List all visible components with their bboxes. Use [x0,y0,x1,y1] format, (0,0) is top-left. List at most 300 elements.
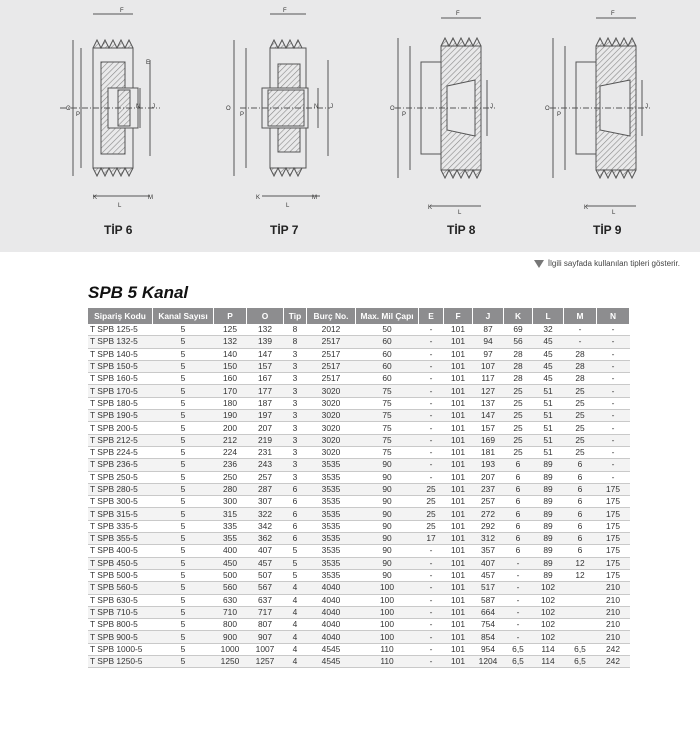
table-cell: 3535 [307,471,356,483]
table-cell: 197 [247,410,284,422]
table-cell [564,631,597,643]
table-cell: T SPB 355-5 [88,533,153,545]
table-cell: 5 [284,545,307,557]
table-cell: 8 [284,324,307,336]
table-cell: 1007 [247,643,284,655]
table-cell: 3535 [307,483,356,495]
table-cell: 250 [214,471,247,483]
table-row [88,496,630,508]
table-cell: - [419,422,444,434]
table-cell: 3535 [307,520,356,532]
table-cell: 181 [473,446,504,458]
table-cell: 3 [284,360,307,372]
table-cell [564,606,597,618]
svg-text:M: M [148,195,153,201]
table-row [88,545,630,557]
table-cell: T SPB 1000-5 [88,643,153,655]
table-cell: 90 [356,545,419,557]
table-cell: 51 [533,385,564,397]
table-cell: 89 [533,459,564,471]
table-cell: 587 [473,594,504,606]
table-cell: 25 [564,385,597,397]
table-cell: 25 [504,422,533,434]
table-cell: 907 [247,631,284,643]
types-note-text: İlgili sayfada kullanılan tipleri gösterir. [547,259,680,268]
column-header: E [419,308,444,324]
table-row [88,422,630,434]
table-cell: 90 [356,483,419,495]
table-cell: 90 [356,569,419,581]
table-cell: 3 [284,422,307,434]
table-cell: 101 [444,471,473,483]
table-row [88,533,630,545]
table-cell: 102 [533,631,564,643]
column-header: Burç No. [307,308,356,324]
table-cell: 157 [473,422,504,434]
table-cell: 637 [247,594,284,606]
table-cell: T SPB 710-5 [88,606,153,618]
table-cell: - [504,557,533,569]
spec-table [88,308,630,668]
table-cell: T SPB 335-5 [88,520,153,532]
table-cell: 17 [419,533,444,545]
table-cell: 101 [444,348,473,360]
table-cell: - [419,643,444,655]
table-cell: 127 [473,385,504,397]
table-cell: 102 [533,594,564,606]
table-cell: 5 [153,619,214,631]
table-cell: T SPB 140-5 [88,348,153,360]
table-cell: 25 [504,410,533,422]
table-cell: 101 [444,619,473,631]
table-cell: 5 [153,459,214,471]
table-cell: 3020 [307,422,356,434]
table-cell: 147 [473,410,504,422]
table-cell: 100 [356,582,419,594]
table-cell: - [504,631,533,643]
table-cell: 101 [444,606,473,618]
table-cell: 807 [247,619,284,631]
table-cell: 3 [284,459,307,471]
table-cell: 207 [247,422,284,434]
table-cell: 89 [533,496,564,508]
table-cell: 5 [153,557,214,569]
table-cell: 5 [153,582,214,594]
table-cell: 75 [356,397,419,409]
table-cell: - [419,557,444,569]
table-cell: 175 [597,483,630,495]
table-cell: 342 [247,520,284,532]
table-cell: 457 [247,557,284,569]
table-row [88,520,630,532]
table-cell: 212 [214,434,247,446]
table-cell: 6 [284,533,307,545]
tip9-label: TİP 9 [593,223,622,237]
table-cell: 315 [214,508,247,520]
table-row [88,619,630,631]
table-cell: 6 [504,459,533,471]
table-cell: 28 [504,373,533,385]
table-cell: 25 [504,434,533,446]
table-cell: 292 [473,520,504,532]
table-cell: 6 [564,483,597,495]
table-cell: 3020 [307,410,356,422]
svg-text:J: J [490,104,493,110]
table-cell: 25 [419,496,444,508]
table-cell: T SPB 212-5 [88,434,153,446]
svg-text:L: L [286,203,290,209]
table-cell: 5 [153,471,214,483]
table-cell: 45 [533,360,564,372]
table-cell: - [419,569,444,581]
table-cell: - [419,471,444,483]
table-cell: 6 [564,533,597,545]
pulley-diagrams-panel [0,0,700,252]
column-header: Sipariş Kodu [88,308,153,324]
table-cell: 407 [247,545,284,557]
table-cell: 101 [444,582,473,594]
svg-text:K: K [256,195,261,201]
table-cell: 335 [214,520,247,532]
table-cell: 60 [356,360,419,372]
table-cell: 117 [473,373,504,385]
table-cell: T SPB 280-5 [88,483,153,495]
table-cell: - [597,324,630,336]
table-cell: - [419,619,444,631]
table-cell: 3535 [307,569,356,581]
table-cell: 12 [564,557,597,569]
table-cell [564,582,597,594]
table-cell: 4040 [307,582,356,594]
table-cell: 6 [504,496,533,508]
table-row [88,606,630,618]
table-cell: 200 [214,422,247,434]
table-cell: 101 [444,643,473,655]
table-cell: 5 [153,446,214,458]
table-cell: 101 [444,373,473,385]
table-cell: 45 [533,373,564,385]
table-cell: 28 [504,348,533,360]
table-cell: 5 [284,569,307,581]
table-cell: 287 [247,483,284,495]
table-cell: 89 [533,545,564,557]
table-cell: 1250 [214,656,247,668]
table-cell: 4545 [307,656,356,668]
svg-text:L: L [458,210,462,216]
table-cell: - [419,459,444,471]
table-cell: 800 [214,619,247,631]
table-cell: 5 [153,336,214,348]
table-cell: 207 [473,471,504,483]
table-cell: 89 [533,508,564,520]
table-cell: - [419,397,444,409]
table-cell: 5 [153,533,214,545]
table-cell: 4545 [307,643,356,655]
table-cell: 51 [533,434,564,446]
table-cell: 187 [247,397,284,409]
table-cell: 6 [564,471,597,483]
table-cell: T SPB 180-5 [88,397,153,409]
page-title: SPB 5 Kanal [88,283,189,302]
table-cell: T SPB 300-5 [88,496,153,508]
table-cell: - [504,582,533,594]
svg-text:P: P [557,112,562,118]
table-cell: 101 [444,656,473,668]
table-cell: 210 [597,606,630,618]
table-cell: 272 [473,508,504,520]
table-cell: 6 [504,533,533,545]
triangle-down-icon [534,260,544,268]
table-cell: 5 [153,410,214,422]
table-cell: 3535 [307,545,356,557]
table-cell: T SPB 400-5 [88,545,153,557]
table-cell: 25 [564,422,597,434]
table-cell: 6 [564,508,597,520]
table-row [88,483,630,495]
svg-text:O: O [545,106,550,112]
table-cell: 242 [597,656,630,668]
table-cell: - [419,336,444,348]
table-cell: - [419,348,444,360]
table-cell: 6 [284,496,307,508]
table-cell: 4 [284,594,307,606]
table-cell: - [597,336,630,348]
table-cell: 3535 [307,557,356,569]
svg-text:P: P [76,112,81,118]
table-row [88,569,630,581]
table-cell: 90 [356,533,419,545]
svg-text:K: K [93,195,98,201]
table-cell: 210 [597,594,630,606]
table-cell: 5 [153,643,214,655]
table-cell: 101 [444,533,473,545]
tip8-label: TİP 8 [447,223,476,237]
table-cell: T SPB 900-5 [88,631,153,643]
table-cell: 102 [533,619,564,631]
table-cell: 5 [153,397,214,409]
table-cell: 190 [214,410,247,422]
table-cell: 3 [284,373,307,385]
table-cell: 175 [597,545,630,557]
column-header: N [597,308,630,324]
table-cell: 101 [444,508,473,520]
table-row [88,446,630,458]
table-cell: 45 [533,348,564,360]
table-cell: 507 [247,569,284,581]
table-cell: 664 [473,606,504,618]
table-row [88,471,630,483]
table-cell: 25 [564,434,597,446]
table-cell: 362 [247,533,284,545]
table-cell: 307 [247,496,284,508]
table-cell: 355 [214,533,247,545]
table-cell: 710 [214,606,247,618]
svg-text:F: F [611,11,615,17]
table-row [88,631,630,643]
table-cell: 101 [444,631,473,643]
svg-text:E: E [146,60,151,66]
table-cell: 175 [597,520,630,532]
table-cell: 25 [419,508,444,520]
table-cell: 6 [564,545,597,557]
table-cell: - [504,594,533,606]
table-cell: 3535 [307,533,356,545]
table-cell: 5 [153,594,214,606]
table-cell: 5 [153,348,214,360]
table-cell: 4 [284,631,307,643]
table-cell: 517 [473,582,504,594]
table-cell: 114 [533,656,564,668]
table-cell: 101 [444,336,473,348]
table-cell: - [419,434,444,446]
table-cell: 101 [444,569,473,581]
table-cell: 175 [597,508,630,520]
table-row [88,582,630,594]
table-row [88,385,630,397]
table-cell: 101 [444,545,473,557]
table-cell: 3 [284,397,307,409]
table-cell: 4040 [307,606,356,618]
table-cell: 2517 [307,360,356,372]
table-cell: 3 [284,434,307,446]
table-cell: 25 [504,397,533,409]
column-header: Tip [284,308,307,324]
svg-text:P: P [240,112,245,118]
table-cell: - [564,324,597,336]
table-cell: - [597,446,630,458]
table-cell: - [419,582,444,594]
table-cell: 5 [284,557,307,569]
table-row [88,643,630,655]
table-cell: 210 [597,582,630,594]
table-cell: 75 [356,422,419,434]
svg-text:O: O [66,106,71,112]
table-cell: 51 [533,422,564,434]
table-cell: 75 [356,410,419,422]
svg-text:K: K [584,205,589,211]
table-cell: 2517 [307,336,356,348]
table-cell: 630 [214,594,247,606]
table-cell: 12 [564,569,597,581]
table-cell: 90 [356,520,419,532]
table-cell: 6,5 [564,643,597,655]
table-cell: 450 [214,557,247,569]
table-cell: 89 [533,557,564,569]
table-cell: - [597,348,630,360]
table-cell: - [597,397,630,409]
table-cell: 4 [284,643,307,655]
table-cell: 5 [153,496,214,508]
table-cell: 717 [247,606,284,618]
table-cell: 60 [356,336,419,348]
table-cell: 56 [504,336,533,348]
table-cell: 954 [473,643,504,655]
table-cell: 567 [247,582,284,594]
table-row [88,557,630,569]
table-cell: 89 [533,483,564,495]
svg-text:J: J [152,104,155,110]
table-cell: 101 [444,385,473,397]
table-cell: 6 [504,520,533,532]
table-cell: - [419,594,444,606]
tip7-drawing [226,8,333,209]
table-cell: 2517 [307,373,356,385]
table-cell: 45 [533,336,564,348]
table-cell: 100 [356,619,419,631]
table-cell: 102 [533,606,564,618]
table-cell: 107 [473,360,504,372]
table-cell: 160 [214,373,247,385]
table-cell: 101 [444,397,473,409]
table-cell: - [419,324,444,336]
table-cell: 87 [473,324,504,336]
table-cell: T SPB 170-5 [88,385,153,397]
table-cell: 25 [504,446,533,458]
types-note [534,259,680,268]
table-cell: - [597,434,630,446]
table-row [88,594,630,606]
column-header: J [473,308,504,324]
table-cell: 101 [444,422,473,434]
table-cell: 280 [214,483,247,495]
table-cell: 25 [564,397,597,409]
table-cell: 101 [444,410,473,422]
table-cell: - [504,606,533,618]
table-cell: 4 [284,619,307,631]
table-cell: 210 [597,619,630,631]
table-cell: 75 [356,434,419,446]
table-cell: 51 [533,446,564,458]
table-cell: 854 [473,631,504,643]
table-row [88,508,630,520]
svg-text:O: O [226,106,231,112]
table-cell: 69 [504,324,533,336]
table-cell: 5 [153,422,214,434]
table-cell: 219 [247,434,284,446]
table-cell: - [504,569,533,581]
table-row [88,336,630,348]
table-row [88,459,630,471]
table-cell: T SPB 1250-5 [88,656,153,668]
table-cell: 25 [564,410,597,422]
table-cell: - [419,606,444,618]
table-cell: - [597,471,630,483]
table-cell: 237 [473,483,504,495]
table-cell: 3535 [307,496,356,508]
table-cell: 3020 [307,397,356,409]
table-cell: 110 [356,656,419,668]
table-cell: 6 [564,496,597,508]
table-cell: T SPB 224-5 [88,446,153,458]
table-row [88,348,630,360]
table-cell: 560 [214,582,247,594]
table-cell [564,594,597,606]
table-cell: 3 [284,385,307,397]
svg-text:N: N [136,104,141,110]
table-cell: - [419,545,444,557]
table-cell: 90 [356,557,419,569]
table-cell: T SPB 500-5 [88,569,153,581]
table-cell: 4 [284,656,307,668]
table-cell: 101 [444,434,473,446]
table-cell: T SPB 800-5 [88,619,153,631]
table-cell: 90 [356,508,419,520]
table-cell: 89 [533,533,564,545]
table-cell: T SPB 160-5 [88,373,153,385]
table-cell: 175 [597,557,630,569]
table-cell: 6 [284,520,307,532]
svg-text:M: M [312,195,317,201]
